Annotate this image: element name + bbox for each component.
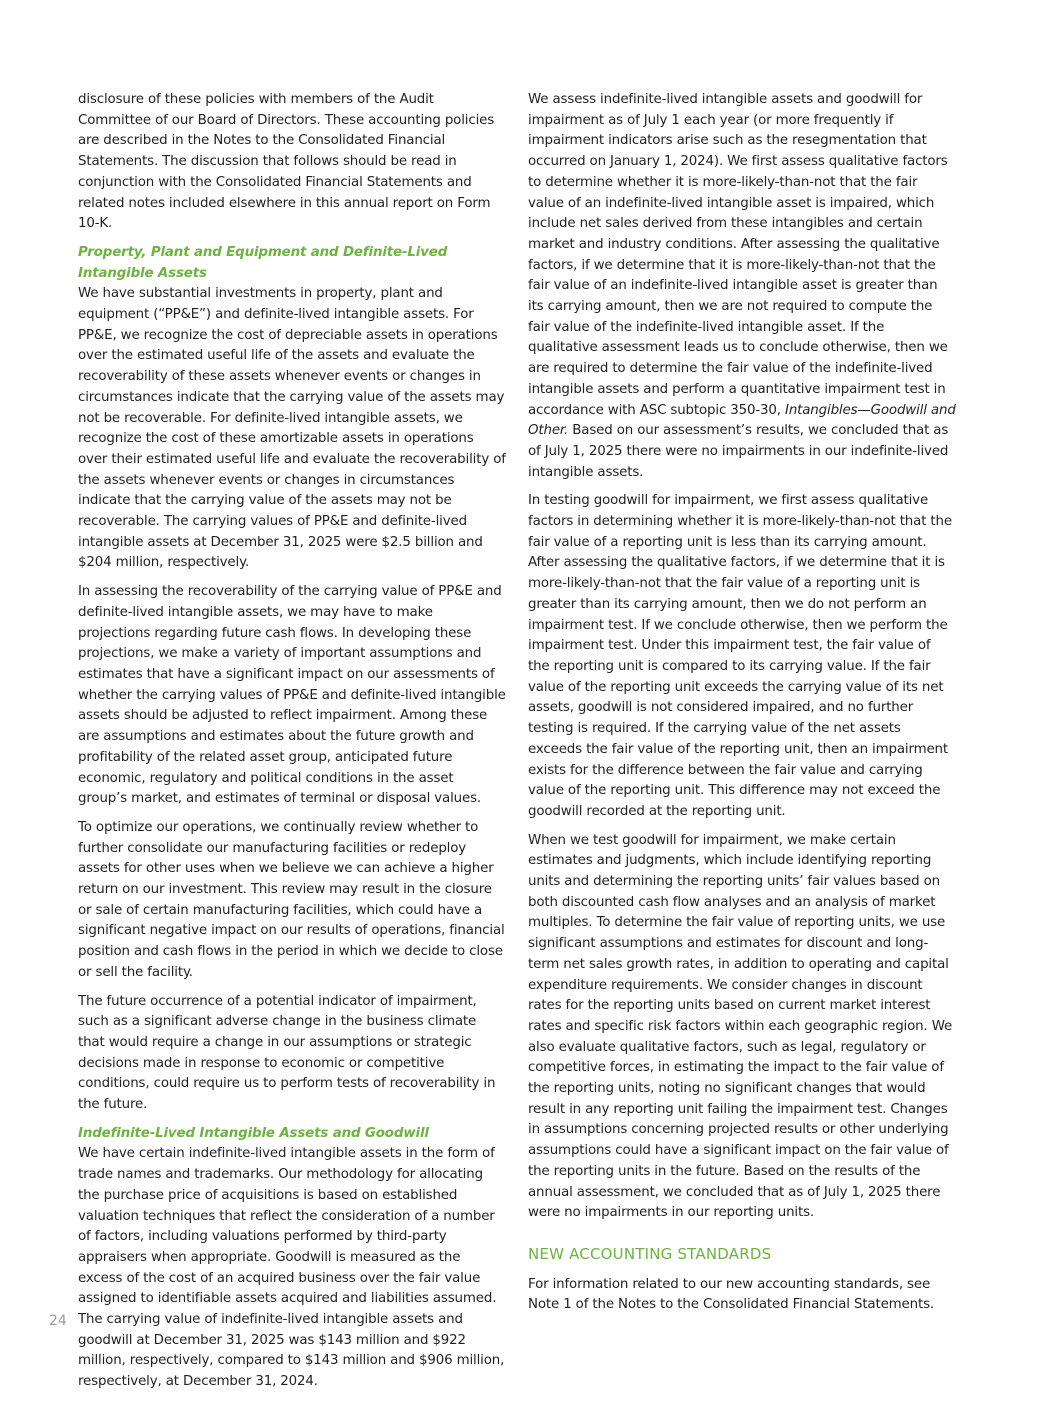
paragraph-indefinite-lived-assets: We have certain indefinite-lived intangible assets in the form of trade names and trademarks. Our methodology for allocating the purchase price of acquisitions is based on established valuation techniques that reflect the consideration of a number of factors, including valuations performed by third-party appraisers when appropriate. Goodwill is measured as the excess of the cost of an acquired business over the fair value assigned to identifiable assets acquired and liabilities assumed. The carrying value of indefinite-lived intangible assets and goodwill at December 31, 2025 was $143 million and $922 million, respectively, compared to $143 million and $906 million, respectively, at December 31, 2024. [78,1146,505,1390]
assessment-text-end: Based on our assessment’s results, we concluded that as of July 1, 2025 there were no impairments in our indefinite-lived intangible assets. [528,423,949,480]
paragraph-ppe-investments: We have substantial investments in property, plant and equipment (“PP&E”) and definite-lived intangible assets. For PP&E, we recognize the cost of depreciable assets in operations over the estimated useful life of the assets and evaluate the recoverability of these assets whenever events or changes in circumstances indicate that the carrying value of the assets may not be recoverable. For definite-lived intangible assets, we recognize the cost of these amortizable assets in operations over their estimated useful life and evaluate the recoverability of the assets whenever events or changes in circumstances indicate that the carrying value of the assets may not be recoverable. The carrying values of PP&E and definite-lived intangible assets at December 31, 2025 were $2.5 billion and $204 million, respectively. [78,286,506,571]
assessment-text-start: We assess indefinite-lived intangible assets and goodwill for impairment as of July 1 each year (or more frequently if impairment indicators arise such as the resegmentation that occurred on January 1, 2024). We first assess qualitative factors to determine whether it is more-likely-than-not that the fair value of an indefinite-lived intangible asset is impaired, which include net sales derived from these intangibles and certain market and industry conditions. After assessing the qualitative factors, if we determine that it is more-likely-than-not that the fair value of an indefinite-lived intangible asset is greater than its carrying amount, then we are not required to compute the fair value of the indefinite-lived intangible asset. If the qualitative assessment leads us to conclude otherwise, then we are required to determine the fair value of the indefinite-lived intangible assets and perform a quantitative impairment test in accordance with ASC subtopic 350-30, [528,92,948,418]
paragraph-optimize-operations: To optimize our operations, we continually review whether to further consolidate our manufacturing facilities or redeploy assets for other uses when we believe we can achieve a higher return on our investment. This review may result in the closure or sale of certain manufacturing facilities, which could have a significant negative impact on our results of operations, financial position and cash flows in the period in which we decide to close or sell the facility. [78,819,505,980]
paragraph-goodwill-testing: In testing goodwill for impairment, we first assess qualitative factors in determining whether it is more-likely-than-not that the fair value of a reporting unit is less than its carrying amount. After assessing the qualitative factors, if we determine that it is more-likely-than-not that the fair value of a reporting unit is greater than its carrying amount, then we do not perform an impairment test. If we conclude otherwise, then we perform the impairment test. Under this impairment test, the fair value of the reporting unit is compared to its carrying value. If the fair value of the reporting unit exceeds the carrying value of its net assets, goodwill is not considered impaired, and no further testing is required. If the carrying value of the net assets exceeds the fair value of the reporting unit, then an impairment exists for the difference between the fair value and carrying value of the reporting unit. This difference may not exceed the goodwill recorded at the reporting unit. [528,493,952,819]
paragraph-indefinite-lived-assessment [528,90,956,483]
subheading-ppe-definite-lived: Property, Plant and Equipment and Definite-Lived Intangible Assets [78,244,448,281]
paragraph-policies-disclosure: disclosure of these policies with members of the Audit Committee of our Board of Directors. These accounting policies are described in the Notes to the Consolidated Financial Statements. The discussion that follows should be read in conjunction with the Consolidated Financial Statements and related notes included elsewhere in this annual report on Form 10-K. [78,92,495,232]
asc-topic-title: Intangibles—Goodwill and Other. [528,402,956,439]
left-column [78,90,506,1401]
paragraph-future-impairment-indicator: The future occurrence of a potential indicator of impairment, such as a significant adverse change in the business climate that would require a change in our assumptions or strategic decisions made in response to economic or competitive conditions, could require us to perform tests of recoverability in the future. [78,993,496,1113]
subheading-indefinite-lived-goodwill: Indefinite-Lived Intangible Assets and Goodwill [78,1125,429,1141]
paragraph-new-standards-reference: For information related to our new accounting standards, see Note 1 of the Notes to the Consolidated Financial Statements. [528,1276,935,1313]
paragraph-goodwill-estimates: When we test goodwill for impairment, we make certain estimates and judgments, which include identifying reporting units and determining the reporting units’ fair values based on both discounted cash flow analyses and an analysis of market multiples. To determine the fair value of reporting units, we use significant assumptions and estimates for discount and long-term net sales growth rates, in addition to operating and capital expenditure requirements. We consider changes in discount rates for the reporting units based on current market interest rates and specific risk factors within each geographic region. We also evaluate qualitative factors, such as legal, regulatory or competitive forces, in estimating the impact to the fair value of the reporting units, noting no significant changes that would result in any reporting unit failing the impairment test. Changes in assumptions concerning projected results or other underlying assumptions could have a significant impact on the fair value of the reporting units in the future. Based on the results of the annual assessment, we concluded that as of July 1, 2025 there were no impairments in our reporting units. [528,832,953,1221]
section-title-new-accounting-standards: NEW ACCOUNTING STANDARDS [528,1244,772,1263]
right-column [528,90,956,1324]
paragraph-recoverability-assessment: In assessing the recoverability of the carrying value of PP&E and definite-lived intangible assets, we may have to make projections regarding future cash flows. In developing these projections, we make a variety of important assumptions and estimates that have a significant impact on our assessments of whether the carrying values of PP&E and definite-lived intangible assets should be adjusted to reflect impairment. Among these are assumptions and estimates about the future growth and profitability of the related asset group, anticipated future economic, regulatory and political conditions in the asset group’s market, and estimates of terminal or disposal values. [78,584,506,807]
page-number: 24 [49,1313,67,1329]
